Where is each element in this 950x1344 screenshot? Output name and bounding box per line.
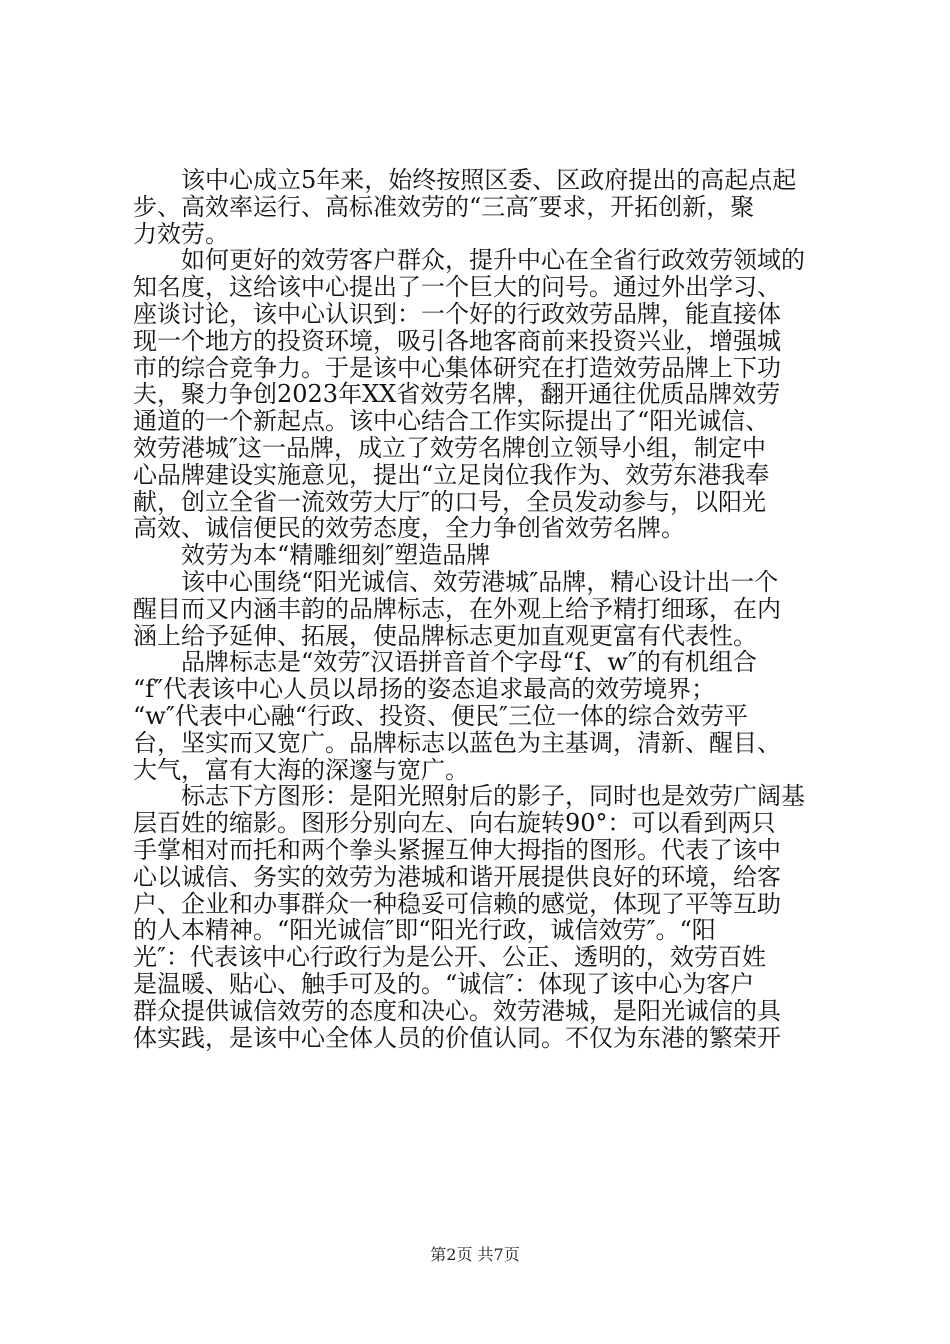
text-line: 标志下方图形：是阳光照射后的影子，同时也是效劳广阔基 — [181, 782, 805, 811]
text-line: 层百姓的缩影。图形分别向左、向右旋转90°：可以看到两只 — [133, 809, 776, 838]
text-line: 该中心成立5年来，始终按照区委、区政府提出的高起点起 — [181, 166, 797, 194]
text-line: 心品牌建设实施意见，提出“立足岗位我作为、效劳东港我奉 — [133, 460, 770, 489]
text-line: 夫，聚力争创2023年XX省效劳名牌，翻开通往优质品牌效劳 — [133, 380, 781, 409]
text-line: “f″代表该中心人员以昂扬的姿态追求最高的效劳境界； — [133, 675, 716, 704]
page-footer: 第2页 共7页 — [430, 1245, 520, 1264]
text-line: 手掌相对而托和两个拳头紧握互伸大拇指的图形。代表了该中 — [133, 835, 781, 864]
text-line: 效劳为本“精雕细刻″塑造品牌 — [181, 541, 491, 570]
text-line: 的人本精神。“阳光诚信″即“阳光行政，诚信效劳″。“阳 — [133, 916, 716, 945]
text-line: 光″：代表该中心行政行为是公开、公正、透明的，效劳百姓 — [133, 943, 766, 972]
text-line: 大气，富有大海的深邃与宽广。 — [133, 755, 469, 784]
text-line: 涵上给予延伸、拓展，使品牌标志更加直观更富有代表性。 — [133, 621, 757, 650]
text-line: “w″代表中心融“行政、投资、便民″三位一体的综合效劳平 — [133, 701, 749, 730]
text-line: 步、高效率运行、高标准效劳的“三高″要求，开拓创新，聚 — [133, 192, 755, 221]
text-line: 是温暖、贴心、触手可及的。“诚信″：体现了该中心为客户 — [133, 969, 755, 998]
document-body — [133, 167, 833, 1051]
text-line: 如何更好的效劳客户群众，提升中心在全省行政效劳领域的 — [181, 246, 805, 275]
text-line: 该中心围绕“阳光诚信、效劳港城″品牌，精心设计出一个 — [181, 567, 779, 596]
text-line: 效劳港城″这一品牌，成立了效劳名牌创立领导小组，制定中 — [133, 433, 766, 462]
text-line: 品牌标志是“效劳″汉语拼音首个字母“f、w″的有机组合 — [181, 648, 757, 677]
text-line: 醒目而又内涵丰韵的品牌标志，在外观上给予精打细琢，在内 — [133, 594, 781, 623]
text-line: 户、企业和办事群众一种稳妥可信赖的感觉，体现了平等互助 — [133, 889, 781, 918]
text-line: 知名度，这给该中心提出了一个巨大的问号。通过外出学习、 — [133, 273, 781, 302]
text-line: 心以诚信、务实的效劳为港城和谐开展提供良好的环境，给客 — [133, 862, 781, 891]
text-line: 高效、诚信便民的效劳态度，全力争创省效劳名牌。 — [133, 514, 685, 543]
text-line: 群众提供诚信效劳的态度和决心。效劳港城，是阳光诚信的具 — [133, 996, 781, 1025]
text-line: 市的综合竞争力。于是该中心集体研究在打造效劳品牌上下功 — [133, 353, 781, 382]
text-line: 台，坚实而又宽广。品牌标志以蓝色为主基调，清新、醒目、 — [133, 728, 781, 757]
text-line: 通道的一个新起点。该中心结合工作实际提出了“阳光诚信、 — [133, 407, 770, 436]
text-line: 座谈讨论，该中心认识到：一个好的行政效劳品牌，能直接体 — [133, 299, 781, 328]
text-line: 献，创立全省一流效劳大厅″的口号，全员发动参与，以阳光 — [133, 487, 766, 516]
text-line: 现一个地方的投资环境，吸引各地客商前来投资兴业，增强城 — [133, 326, 781, 355]
text-line: 体实践，是该中心全体人员的价值认同。不仅为东港的繁荣开 — [133, 1023, 781, 1052]
text-line: 力效劳。 — [133, 219, 229, 248]
